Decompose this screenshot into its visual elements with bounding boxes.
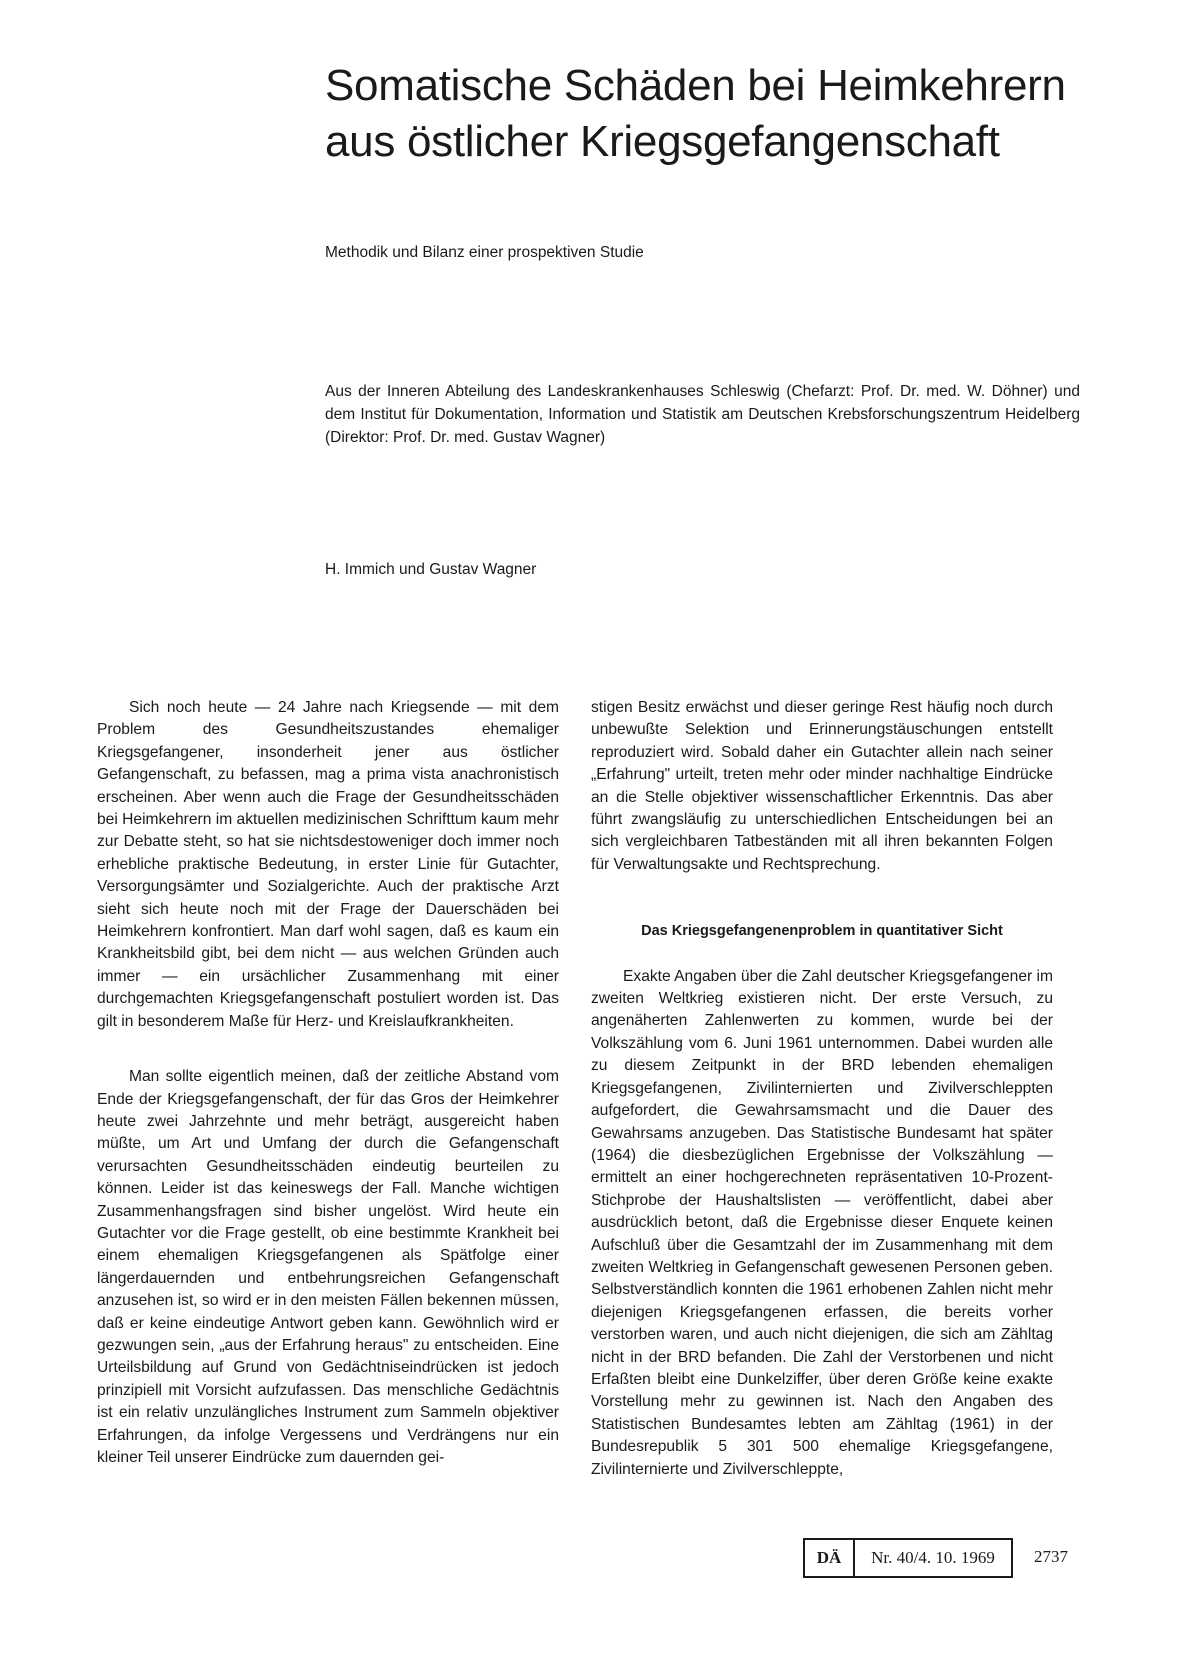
paragraph: Sich noch heute — 24 Jahre nach Kriegsende — mit dem Problem des Gesundheitszustandes ehemaliger Kriegsgefangener, insonderheit jener aus östlicher Gefangenschaft, zu befassen, mag a prima vista anachronistisch erscheinen. Aber wenn auch die Frage der Gesundheitsschäden bei Heimkehrern im aktuellen medizinischen Schrifttum kaum mehr zur Debatte steht, so hat sie nichtsdestoweniger doch immer noch erhebliche praktische Bedeutung, in erster Linie für Gutachter, Versorgungsämter und Sozialgerichte. Auch der praktische Arzt sieht sich heute noch mit der Frage der Dauerschäden bei Heimkehrern konfrontiert. Man darf wohl sagen, daß es kaum ein Krankheitsbild gibt, bei dem nicht — aus welchen Gründen auch immer — ein ursächlicher Zusammenhang mit einer durchgemachten Kriegsgefangenschaft postuliert worden ist. Das gilt in besonderem Maße für Herz- und Kreislaufkrankheiten.	[97, 699, 559, 1030]
paragraph: stigen Besitz erwächst und dieser geringe Rest häufig noch durch unbewußte Selektion und Erinnerungstäuschungen entstellt reproduziert wird. Sobald daher ein Gutachter allein nach seiner „Erfahrung" urteilt, treten mehr oder minder nachhaltige Eindrücke an die Stelle objektiver wissenschaftlicher Erkenntnis. Das aber führt zwangsläufig zu unterschiedlichen Entscheidungen bei an sich vergleichbaren Tatbeständen mit all ihren bekannten Folgen für Verwaltungsakte und Rechtsprechung.	[591, 699, 1053, 873]
body-column-left	[97, 697, 559, 1469]
body-column-right	[591, 697, 1053, 1481]
article-subtitle: Methodik und Bilanz einer prospektiven Studie	[325, 244, 644, 261]
paragraph: Exakte Angaben über die Zahl deutscher Kriegsgefangener im zweiten Weltkrieg existieren nicht. Der erste Versuch, zu angenäherten Zahlenwerten zu kommen, wurde bei der Volkszählung vom 6. Juni 1961 unternommen. Dabei wurden alle zu diesem Zeitpunkt in der BRD lebenden ehemaligen Kriegsgefangenen, Zivilinternierten und Zivilverschleppten aufgefordert, die Gewahrsamsmacht und die Dauer des Gewahrsams anzugeben. Das Statistische Bundesamt hat später (1964) die diesbezüglichen Ergebnisse der Volkszählung — ermittelt an einer hochgerechneten repräsentativen 10-Prozent-Stichprobe der Haushaltslisten — veröffentlicht, dabei aber ausdrücklich betont, daß die Ergebnisse dieser Enquete keinen Aufschluß über die Gesamtzahl der im Zusammenhang mit dem zweiten Weltkrieg in Gefangenschaft gewesenen Personen geben. Selbstverständlich konnten die 1961 erhobenen Zahlen nicht mehr diejenigen Kriegsgefangenen erfassen, die bereits vorher verstorben waren, und auch nicht diejenigen, die sich am Zähltag nicht in der BRD befanden. Die Zahl der Verstorbenen und nicht Erfaßten bleibt eine Dunkelziffer, über deren Größe keine exakte Vorstellung mehr zu gewinnen ist. Nach den Angaben des Statistischen Bundesamtes lebten am Zähltag (1961) in der Bundesrepublik 5 301 500 ehemalige Kriegsgefangene, Zivilinternierte und Zivilverschleppte,	[591, 967, 1053, 1478]
journal-abbreviation: DÄ	[805, 1540, 855, 1576]
author-affiliation: Aus der Inneren Abteilung des Landeskrankenhauses Schleswig (Chefarzt: Prof. Dr. med. W. Döhner) und dem Institut für Dokumentation, Information und Statistik am Deutschen Krebsforschungszentrum Heidelberg (Direktor: Prof. Dr. med. Gustav Wagner)	[325, 383, 1080, 446]
article-title	[325, 58, 1125, 170]
title-line-2: aus östlicher Kriegsgefangenschaft	[325, 117, 1000, 166]
issue-number: Nr. 40/4. 10. 1969	[871, 1548, 995, 1567]
title-line-1: Somatische Schäden bei Heimkehrern	[325, 61, 1066, 110]
page-number: 2737	[1034, 1547, 1068, 1566]
issue-box	[803, 1538, 1013, 1578]
author-names: H. Immich und Gustav Wagner	[325, 561, 537, 578]
paragraph: Man sollte eigentlich meinen, daß der zeitliche Abstand vom Ende der Kriegsgefangenschaft, der für das Gros der Heimkehrer heute zwei Jahrzehnte und mehr beträgt, ausgereicht haben müßte, um Art und Umfang der durch die Gefangenschaft verursachten Gesundheitsschäden eindeutig beurteilen zu können. Leider ist das keineswegs der Fall. Manche wichtigen Zusammenhangsfragen sind bisher ungelöst. Wird heute ein Gutachter vor die Frage gestellt, ob eine bestimmte Krankheit bei einem ehemaligen Kriegsgefangenen als Spätfolge einer längerdauernden und entbehrungsreichen Gefangenschaft anzusehen ist, so wird er in den meisten Fällen bekennen müssen, daß er keine eindeutige Antwort geben kann. Gewöhnlich wird er gezwungen sein, „aus der Erfahrung heraus" zu entscheiden. Eine Urteilsbildung auf Grund von Gedächtniseindrücken ist jedoch prinzipiell mit Vorsicht aufzufassen. Das menschliche Gedächtnis ist ein relativ unzulängliches Instrument zum Sammeln objektiver Erfahrungen, da infolge Vergessens und Verdrängens nur ein kleiner Teil unserer Eindrücke zum dauernden gei-	[97, 1068, 559, 1466]
section-heading: Das Kriegsgefangenenproblem in quantitativer Sicht	[641, 923, 1003, 940]
